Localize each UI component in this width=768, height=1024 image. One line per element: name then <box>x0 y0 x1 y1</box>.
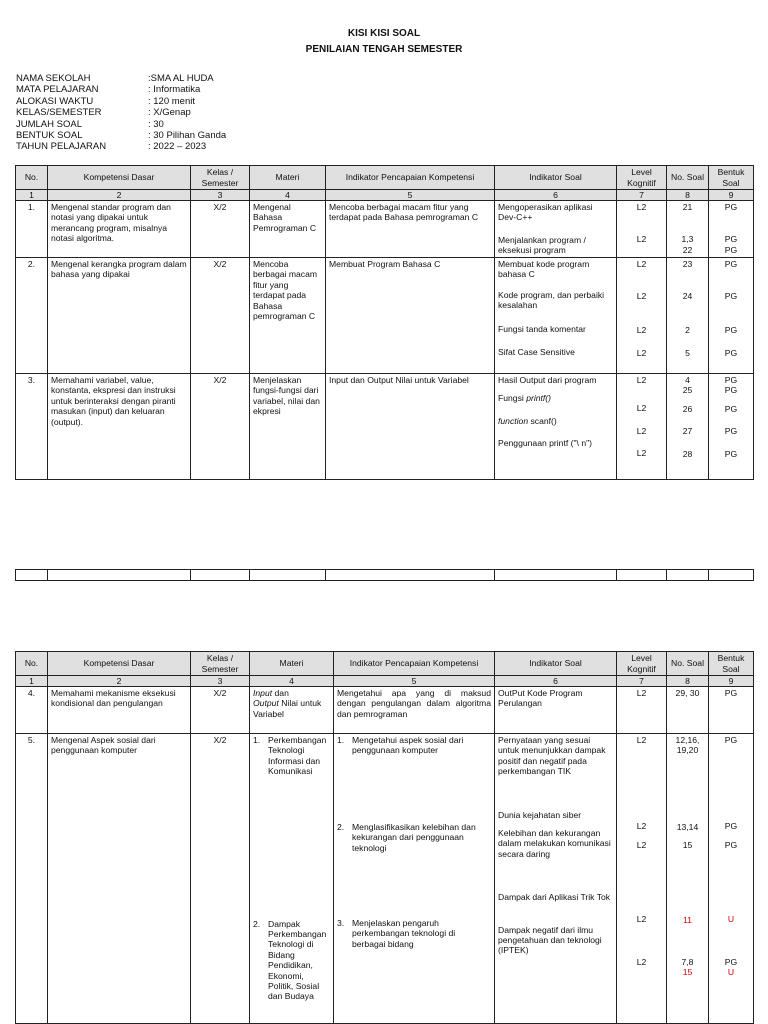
column-number: 7 <box>617 676 667 687</box>
indikator-soal-code: printf() <box>526 393 552 404</box>
info-value: : X/Genap <box>148 107 191 119</box>
kompetensi-dasar: Memahami variabel, value, konstanta, ekspresi dan instruksi untuk berinteraksi dengan piranti masukan (input) dan keluaran (output). <box>48 374 191 480</box>
table-row <box>16 201 754 258</box>
nomor-soal <box>667 374 709 480</box>
level-value: L2 <box>636 403 647 414</box>
level-kognitif: L2 <box>617 687 667 734</box>
info-label: NAMA SEKOLAH <box>16 73 91 84</box>
bentuk-value: PG <box>724 821 738 832</box>
info-label: JUMLAH SOAL <box>16 118 82 130</box>
level-value: L2 <box>636 425 647 436</box>
level-kognitif <box>617 201 667 258</box>
level-kognitif <box>617 734 667 1024</box>
info-value: : 30 <box>148 118 164 130</box>
info-value: : 30 Pilihan Ganda <box>148 130 227 142</box>
level-value: L2 <box>636 348 647 359</box>
column-number: 2 <box>48 190 191 201</box>
column-header: Level Kognitif <box>617 166 667 190</box>
nomor-value: 12,16, <box>675 735 700 745</box>
materi-number: 2. <box>253 918 261 929</box>
level-value: L2 <box>636 914 647 925</box>
level-value: L2 <box>636 735 647 745</box>
indikator-soal-item <box>498 416 613 426</box>
level-kognitif <box>617 258 667 374</box>
document-title: KISI KISI SOAL <box>347 28 421 39</box>
column-number: 1 <box>16 676 48 687</box>
column-header: Indikator Pencapaian Kompetensi <box>326 166 495 190</box>
indikator-pencapaian: Mengetahui apa yang di maksud dengan pengulangan dalam algoritma dan pemrograman <box>334 687 495 734</box>
indikator-soal-text: scanf() <box>528 415 557 426</box>
bentuk-value: PG <box>724 259 738 269</box>
info-label: BENTUK SOAL <box>16 130 83 142</box>
column-number: 3 <box>191 190 250 201</box>
row-number: 4. <box>16 687 48 734</box>
level-value: L2 <box>636 324 647 335</box>
row-number: 5. <box>16 734 48 1024</box>
table-row <box>16 734 754 1024</box>
materi: Mengenal Bahasa Pemrograman C <box>250 201 326 258</box>
bentuk-soal <box>709 258 754 374</box>
kisi-table-2 <box>15 651 754 1024</box>
nomor-value: 7,8 <box>681 957 694 968</box>
column-number: 7 <box>617 190 667 201</box>
nomor-value: 11 <box>683 914 692 925</box>
indikator-soal-item: Pernyataan yang sesuai untuk menunjukkan dampak positif dan negatif pada perkembangan TIK <box>498 735 606 777</box>
column-header: No. <box>16 166 48 190</box>
column-number: 1 <box>16 190 48 201</box>
ipk-text: Menglasifikasikan kelebihan dan kekurangan dari penggunaan teknologi <box>352 821 476 853</box>
indikator-soal-item: Kelebihan dan kekurangan dalam melakukan komunikasi secara daring <box>498 828 611 859</box>
level-value: L2 <box>636 234 647 245</box>
indikator-soal-item: Kode program, dan perbaiki kesalahan <box>498 289 605 311</box>
column-number: 4 <box>250 190 326 201</box>
info-row <box>16 119 226 130</box>
kelas-semester: X/2 <box>191 374 250 480</box>
info-label: MATA PELAJARAN <box>16 84 99 96</box>
table-row <box>16 374 754 480</box>
materi-text: Output <box>253 698 279 709</box>
ipk-number: 3. <box>337 918 345 929</box>
row-number: 2. <box>16 258 48 374</box>
bentuk-value: U <box>727 914 735 925</box>
nomor-value: 28 <box>682 448 693 459</box>
nomor-value: 22 <box>682 244 693 255</box>
nomor-value: 24 <box>682 291 693 302</box>
level-value: L2 <box>636 202 647 212</box>
bentuk-value: PG <box>724 202 738 212</box>
bentuk-value: PG <box>724 735 738 745</box>
nomor-value: 27 <box>682 426 693 437</box>
info-value: :SMA AL HUDA <box>148 73 214 84</box>
bentuk-soal: PG <box>709 687 754 734</box>
materi-text: dan <box>272 688 289 698</box>
indikator-soal-item <box>498 393 613 403</box>
indikator-soal-item: Hasil Output dari program <box>498 375 597 385</box>
empty-table-row <box>15 569 754 581</box>
bentuk-value: PG <box>724 234 738 245</box>
nomor-value: 13,14 <box>676 821 699 832</box>
column-number: 5 <box>326 190 495 201</box>
nomor-soal <box>667 734 709 1024</box>
indikator-pencapaian: Membuat Program Bahasa C <box>326 258 495 374</box>
kompetensi-dasar: Mengenal kerangka program dalam bahasa yang dipakai <box>48 258 191 374</box>
table-row <box>16 687 754 734</box>
materi <box>250 734 334 1024</box>
indikator-soal <box>495 258 617 374</box>
ipk-text: Menjelaskan pengaruh perkembangan teknologi di berbagai bidang <box>352 918 456 949</box>
kelas-semester: X/2 <box>191 734 250 1024</box>
column-header: Materi <box>250 166 326 190</box>
column-header: Materi <box>250 652 334 676</box>
indikator-soal-item: Menjalankan program / eksekusi program <box>498 234 586 256</box>
bentuk-value: PG <box>724 348 738 359</box>
kelas-semester: X/2 <box>191 687 250 734</box>
indikator-soal-item: Membuat kode program bahasa C <box>498 259 590 280</box>
column-number: 9 <box>709 190 754 201</box>
indikator-pencapaian: Mencoba berbagai macam fitur yang terdapat pada Bahasa pemrograman C <box>326 201 495 258</box>
nomor-value: 5 <box>685 348 690 359</box>
bentuk-value: PG <box>724 375 738 385</box>
materi: Menjelaskan fungsi-fungsi dari variabel, nilai dan ekpresi <box>250 374 326 480</box>
column-header: Level Kognitif <box>617 652 667 676</box>
info-value: : Informatika <box>148 84 201 96</box>
bentuk-soal <box>709 374 754 480</box>
column-header: Kelas / Semester <box>191 652 250 676</box>
ipk-number: 2. <box>337 821 345 832</box>
bentuk-value: PG <box>724 403 738 414</box>
ipk-text: Mengetahui aspek sosial dari penggunaan komputer <box>352 735 464 756</box>
materi-number: 1. <box>253 735 261 745</box>
column-header: No. <box>16 652 48 676</box>
info-label: TAHUN PELAJARAN <box>16 141 107 153</box>
materi-text: Perkembangan Teknologi Informasi dan Komunikasi <box>268 735 327 777</box>
info-row <box>16 107 226 118</box>
column-header: No. Soal <box>667 652 709 676</box>
bentuk-value: PG <box>724 956 738 967</box>
bentuk-value: PG <box>724 244 738 255</box>
kisi-table-1 <box>15 165 754 480</box>
nomor-value: 4 <box>685 375 690 385</box>
materi: Mencoba berbagai macam fitur yang terdapat pada Bahasa pemrograman C <box>250 258 326 374</box>
bentuk-value: PG <box>724 448 738 459</box>
column-header: No. Soal <box>667 166 709 190</box>
nomor-value: 15 <box>682 967 693 978</box>
column-number: 6 <box>495 676 617 687</box>
bentuk-value: PG <box>724 426 738 437</box>
materi-item <box>253 919 330 1002</box>
info-row <box>16 96 226 107</box>
nomor-soal <box>667 258 709 374</box>
info-row <box>16 141 226 152</box>
nomor-value: 19,20 <box>676 745 699 756</box>
bentuk-soal <box>709 734 754 1024</box>
document-subtitle: PENILAIAN TENGAH SEMESTER <box>305 44 463 55</box>
level-kognitif <box>617 374 667 480</box>
level-value: L2 <box>636 839 647 850</box>
column-header: Bentuk Soal <box>709 166 754 190</box>
indikator-soal-code: function <box>498 415 529 426</box>
bentuk-value: U <box>727 967 735 978</box>
kompetensi-dasar: Mengenal Aspek sosial dari penggunaan komputer <box>48 734 191 1024</box>
nomor-value: 21 <box>682 202 693 212</box>
materi <box>250 687 334 734</box>
row-number: 1. <box>16 201 48 258</box>
column-header: Indikator Soal <box>495 166 617 190</box>
column-header: Kelas / Semester <box>191 166 250 190</box>
indikator-soal-item: Mengoperasikan aplikasi Dev-C++ <box>498 202 593 223</box>
indikator-soal-item: Penggunaan printf ("\ n") <box>498 438 593 449</box>
level-value: L2 <box>636 259 647 269</box>
info-row <box>16 130 226 141</box>
bentuk-soal <box>709 201 754 258</box>
column-number: 8 <box>667 676 709 687</box>
indikator-soal-text: Fungsi <box>498 393 527 404</box>
materi-text: Nilai untuk Variabel <box>253 698 322 719</box>
info-value: : 2022 – 2023 <box>148 141 207 153</box>
nomor-value: 25 <box>682 385 693 396</box>
column-number: 2 <box>48 676 191 687</box>
indikator-soal-item: Fungsi tanda komentar <box>498 323 586 334</box>
ipk-item <box>337 822 491 853</box>
bentuk-value: PG <box>724 385 738 396</box>
info-row <box>16 84 226 95</box>
nomor-soal: 29, 30 <box>667 687 709 734</box>
table-row <box>16 258 754 374</box>
nomor-value: 1,3 <box>681 234 694 245</box>
identity-block <box>16 73 226 153</box>
bentuk-value: PG <box>724 839 738 850</box>
indikator-soal-item: Sifat Case Sensitive <box>498 347 575 358</box>
materi-text: Input <box>253 688 273 698</box>
indikator-soal-item: Dunia kejahatan siber <box>498 809 582 820</box>
level-value: L2 <box>636 291 647 302</box>
bentuk-value: PG <box>724 324 738 335</box>
ipk-number: 1. <box>337 735 345 745</box>
column-header: Bentuk Soal <box>709 652 754 676</box>
level-value: L2 <box>636 448 647 459</box>
info-label: ALOKASI WAKTU <box>16 95 94 107</box>
bentuk-value: PG <box>724 291 738 302</box>
kelas-semester: X/2 <box>191 201 250 258</box>
kompetensi-dasar: Mengenal standar program dan notasi yang dipakai untuk merancang program, misalnya notasi algoritma. <box>48 201 191 258</box>
nomor-value: 23 <box>682 259 693 269</box>
indikator-pencapaian <box>334 734 495 1024</box>
info-value: : 120 menit <box>148 95 195 107</box>
level-value: L2 <box>636 375 647 385</box>
level-value: L2 <box>636 956 647 967</box>
indikator-pencapaian: Input dan Output Nilai untuk Variabel <box>326 374 495 480</box>
column-number: 3 <box>191 676 250 687</box>
nomor-value: 26 <box>682 403 693 414</box>
indikator-soal <box>495 374 617 480</box>
indikator-soal-item: Dampak negatif dari ilmu pengetahuan dan teknologi (IPTEK) <box>498 924 602 956</box>
kelas-semester: X/2 <box>191 258 250 374</box>
column-number: 9 <box>709 676 754 687</box>
nomor-soal <box>667 201 709 258</box>
indikator-soal <box>495 734 617 1024</box>
column-header: Kompetensi Dasar <box>48 166 191 190</box>
column-number: 5 <box>334 676 495 687</box>
indikator-soal: OutPut Kode Program Perulangan <box>495 687 617 734</box>
indikator-soal <box>495 201 617 258</box>
column-number: 8 <box>667 190 709 201</box>
column-header: Kompetensi Dasar <box>48 652 191 676</box>
materi-item <box>253 735 330 777</box>
column-header: Indikator Soal <box>495 652 617 676</box>
ipk-item <box>337 735 491 756</box>
nomor-value: 15 <box>682 840 693 851</box>
kompetensi-dasar: Memahami mekanisme eksekusi kondisional dan pengulangan <box>48 687 191 734</box>
level-value: L2 <box>636 821 647 832</box>
materi-text: Dampak Perkembangan Teknologi di Bidang Pendidikan, Ekonomi, Politik, Sosial dan Budaya <box>268 918 327 1002</box>
nomor-value: 2 <box>685 324 690 335</box>
column-number: 4 <box>250 676 334 687</box>
row-number: 3. <box>16 374 48 480</box>
indikator-soal-item: Dampak dari Aplikasi Trik Tok <box>498 892 611 903</box>
column-number: 6 <box>495 190 617 201</box>
info-label: KELAS/SEMESTER <box>16 107 102 119</box>
column-header: Indikator Pencapaian Kompetensi <box>334 652 495 676</box>
ipk-item <box>337 918 491 949</box>
info-row <box>16 73 226 84</box>
